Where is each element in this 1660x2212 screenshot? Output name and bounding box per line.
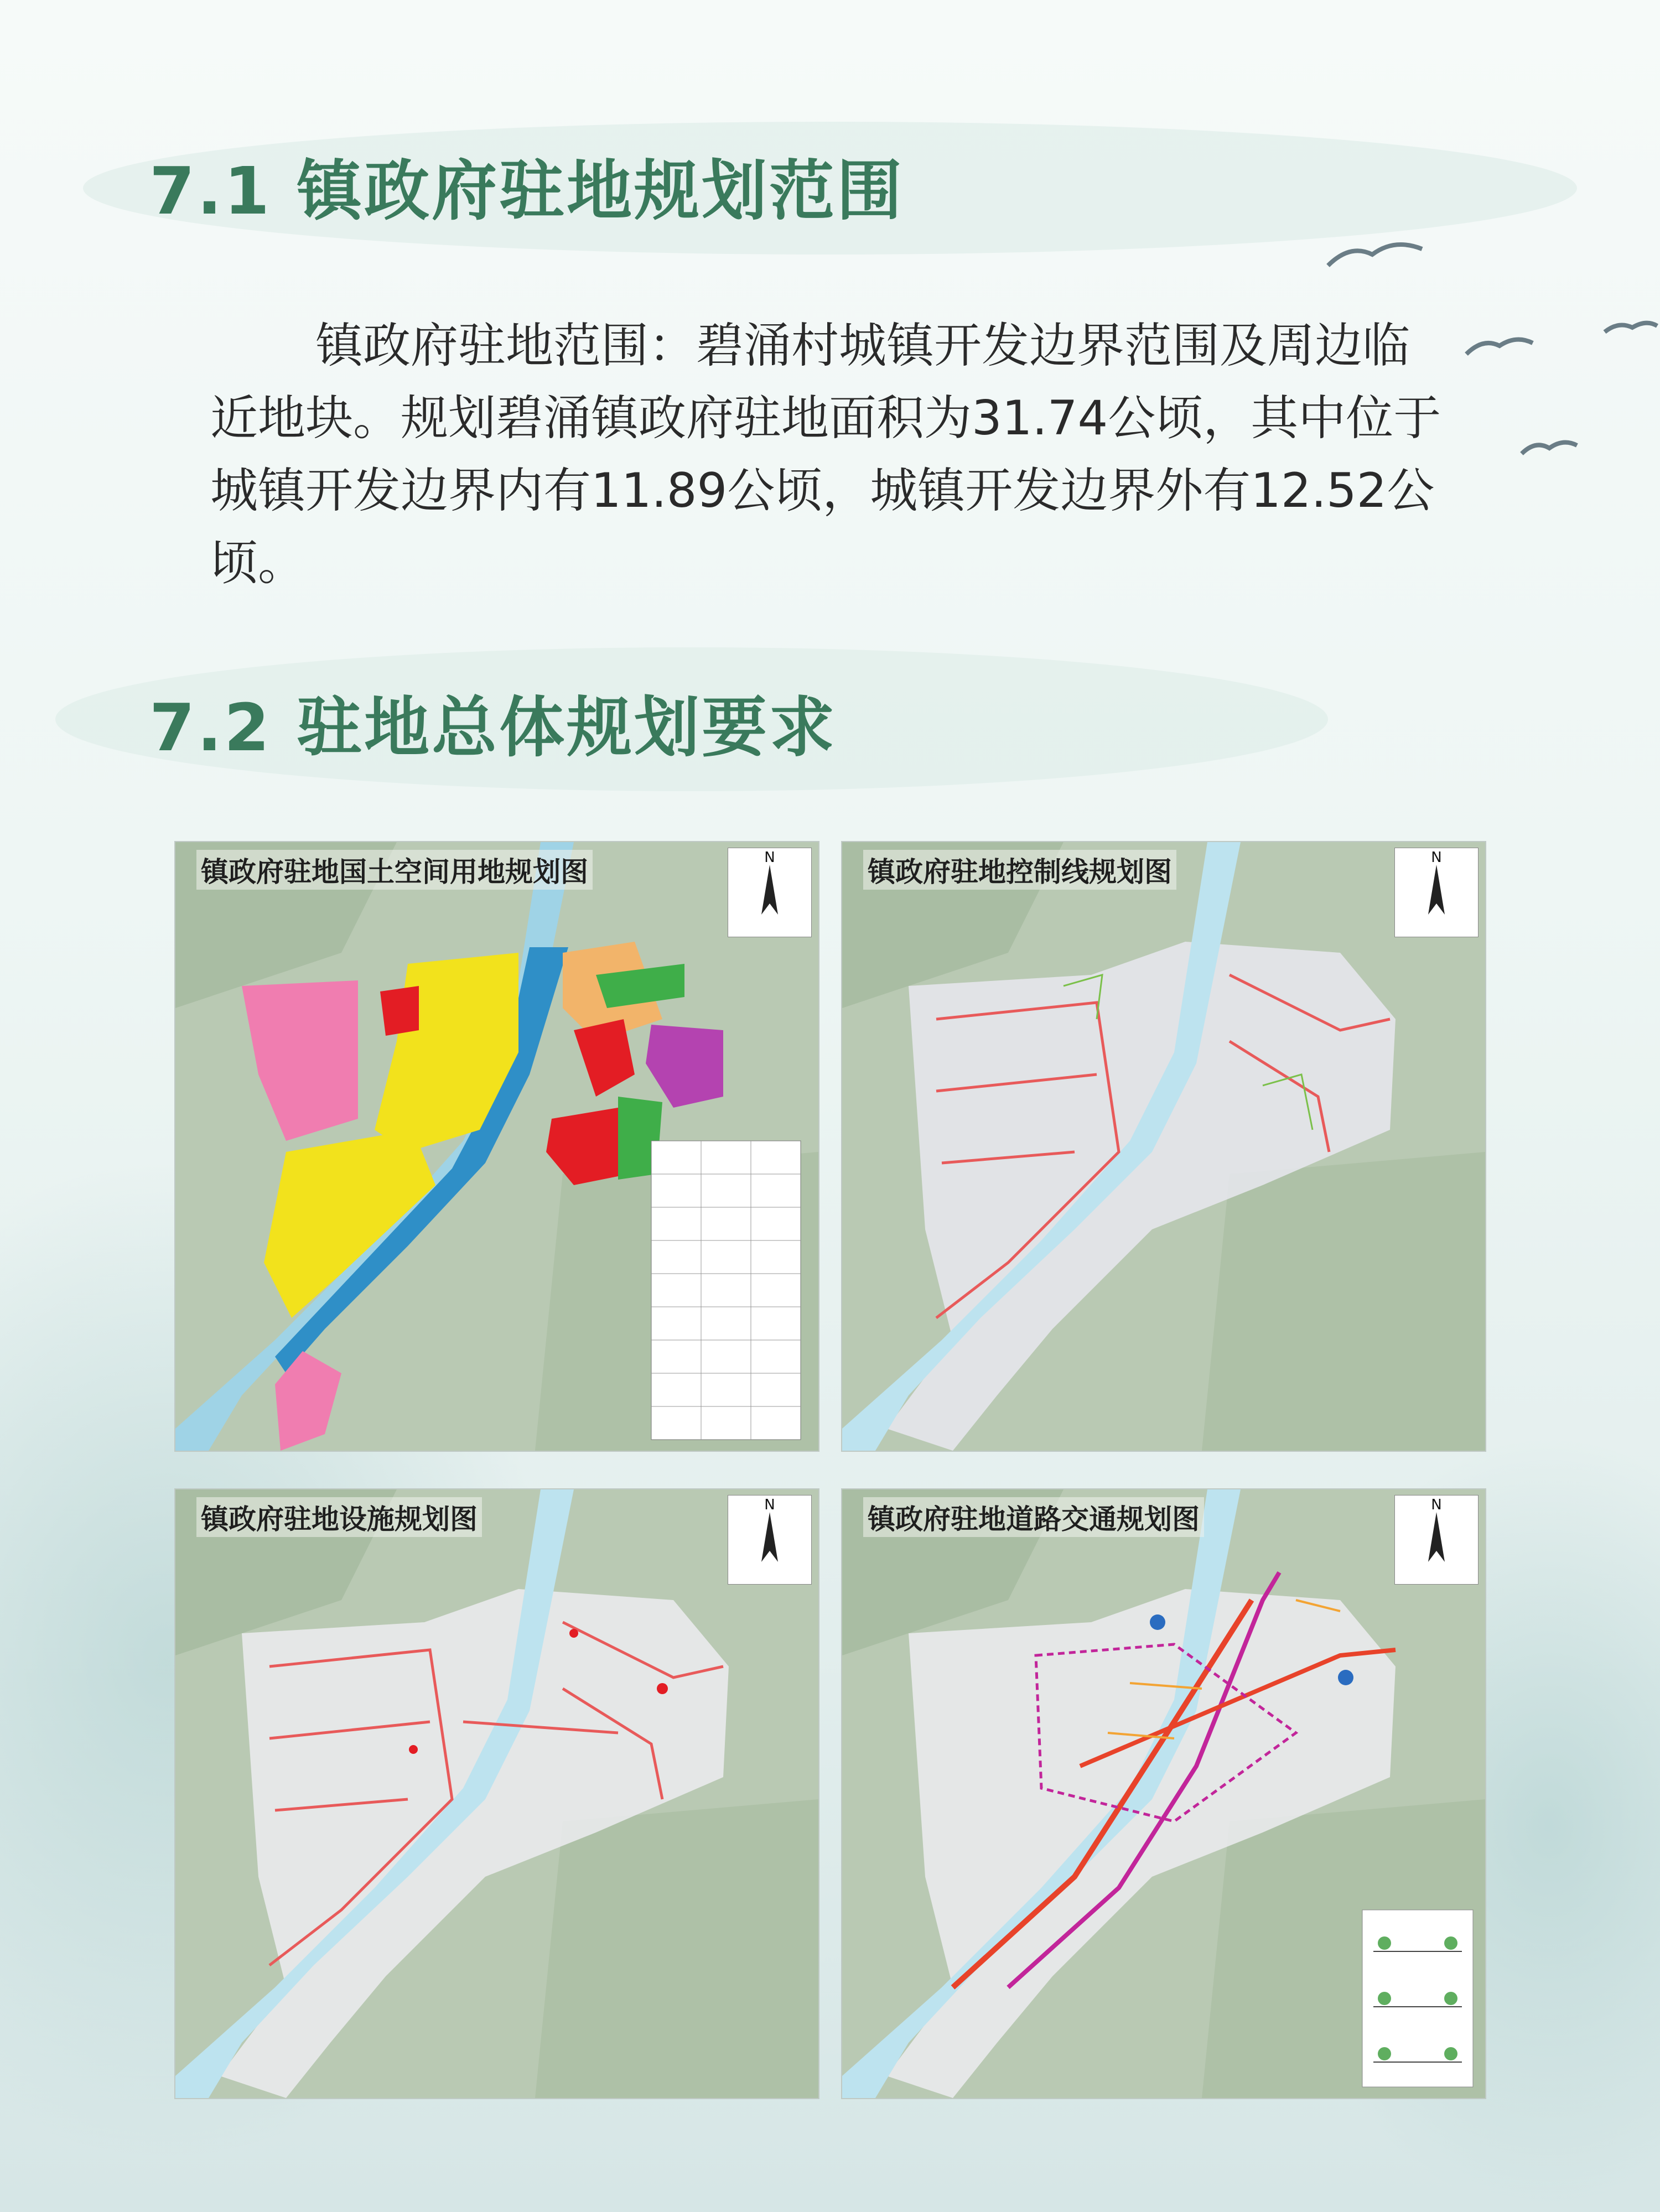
north-arrow-icon: [1394, 848, 1479, 937]
control-line-drawing: [842, 842, 1485, 1451]
compass-label: N: [764, 1497, 775, 1513]
compass-label: N: [1431, 849, 1442, 866]
road-traffic-plan-map: [841, 1488, 1486, 2099]
section-title-7-2: 7.2 驻地总体规划要求: [149, 689, 837, 766]
compass-label: N: [1431, 1497, 1442, 1513]
section-title-7-1: 7.1 镇政府驻地规划范围: [149, 153, 905, 229]
map-title: 镇政府驻地设施规划图: [196, 1497, 482, 1537]
north-arrow-icon: [1394, 1495, 1479, 1585]
control-line-plan-map: [841, 841, 1486, 1452]
map-title: 镇政府驻地控制线规划图: [863, 850, 1176, 890]
road-traffic-drawing: [842, 1489, 1485, 2098]
map-title: 镇政府驻地道路交通规划图: [863, 1497, 1204, 1537]
facilities-plan-drawing: [175, 1489, 818, 2098]
land-use-plan-drawing: [175, 842, 818, 1451]
map-title: 镇政府驻地国土空间用地规划图: [196, 850, 593, 890]
north-arrow-icon: [728, 848, 812, 937]
north-arrow-icon: [728, 1495, 812, 1585]
facilities-plan-map: [174, 1488, 819, 2099]
land-use-plan-map: [174, 841, 819, 1452]
compass-label: N: [764, 849, 775, 866]
section-body-paragraph: 镇政府驻地范围：碧涌村城镇开发边界范围及周边临近地块。规划碧涌镇政府驻地面积为31.74公顷，其中位于城镇开发边界内有11.89公顷，城镇开发边界外有12.52公顷。: [210, 318, 1441, 591]
